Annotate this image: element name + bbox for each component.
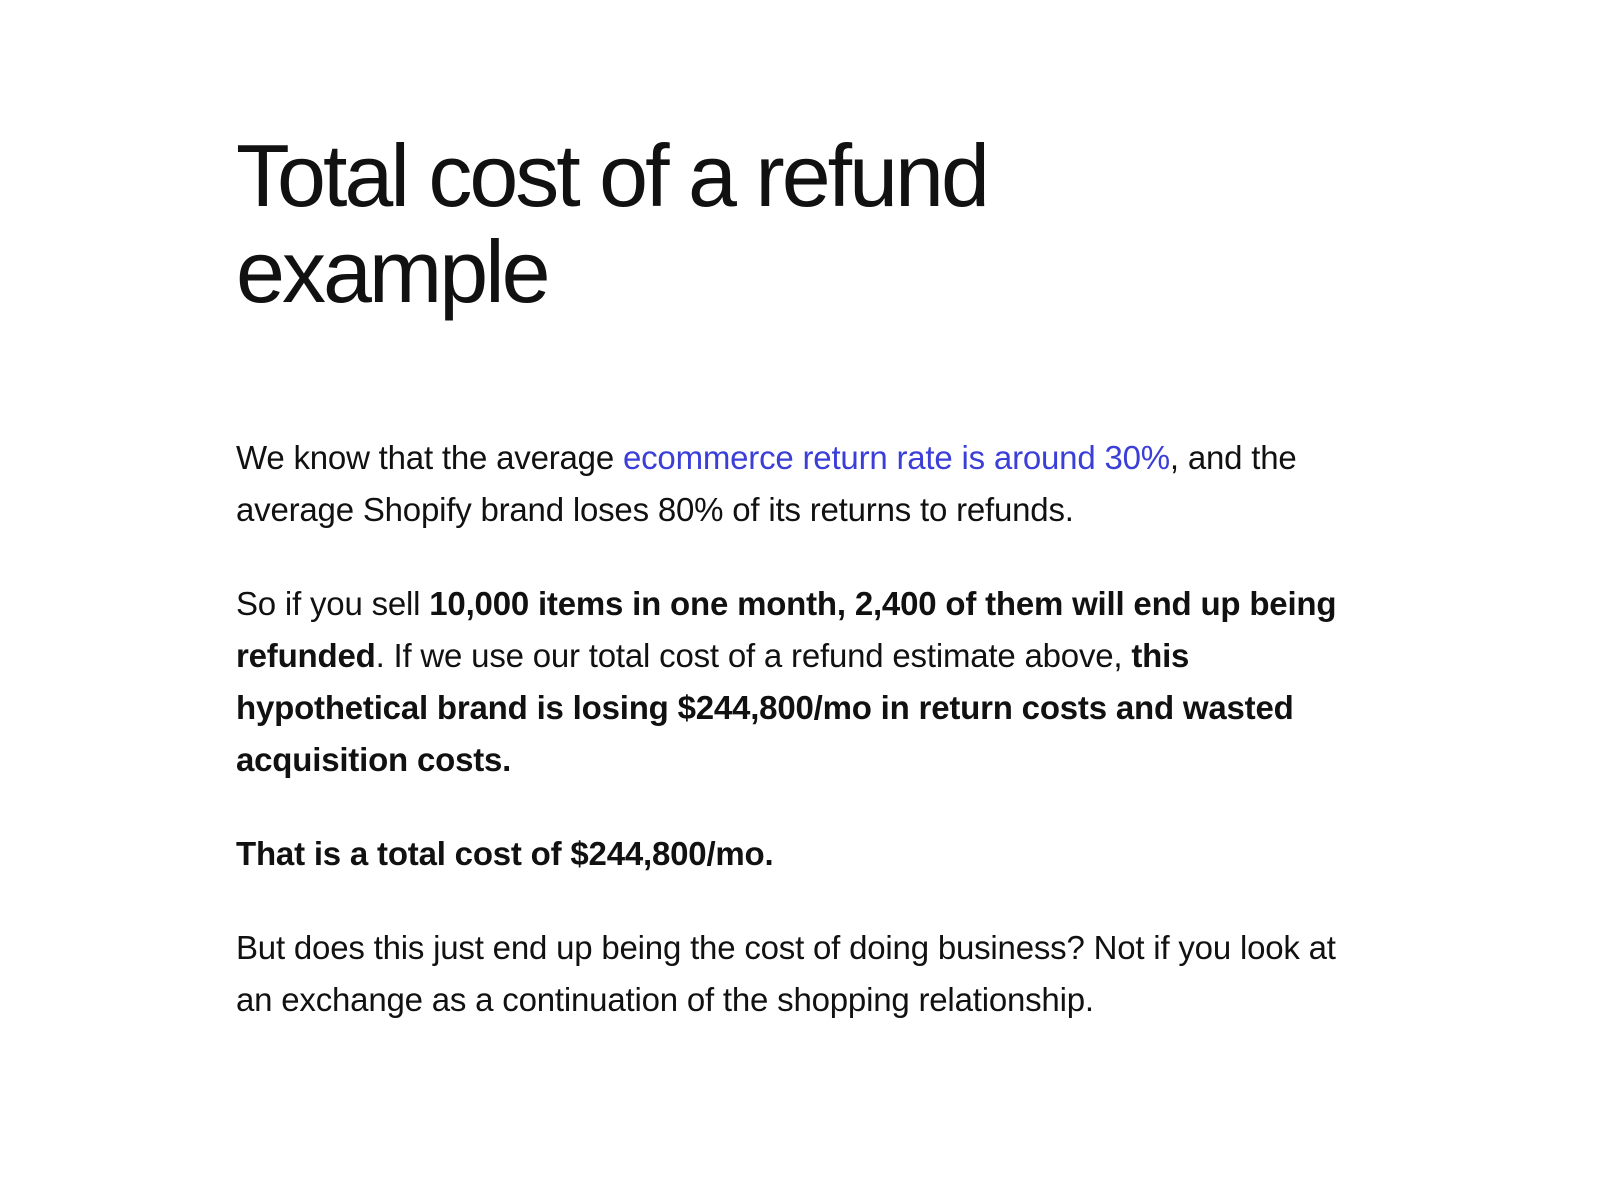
paragraph-cost-of-business: But does this just end up being the cost of doing business? Not if you look at an exchange as a continuation of the shopping relationship. xyxy=(236,929,1336,1018)
paragraph-text: So if you sell xyxy=(236,585,430,622)
page-title: Total cost of a refund example xyxy=(236,126,987,321)
bold-text-monthly-loss: this hypothetical brand is losing $244,800/mo in return costs and wasted acquisition costs. xyxy=(236,637,1294,778)
article-body xyxy=(236,432,1366,1026)
paragraph-text: We know that the average xyxy=(236,439,623,476)
bold-text-items-refunded: 10,000 items in one month, 2,400 of them will end up being refunded xyxy=(236,585,1337,674)
return-rate-link[interactable]: ecommerce return rate is around 30% xyxy=(622,439,1170,476)
paragraph-example-calculation xyxy=(236,578,1366,786)
article xyxy=(236,128,1366,1068)
paragraph-text: , and the average Shopify brand loses 80% of its returns to refunds. xyxy=(236,439,1297,528)
paragraph-text: . If we use our total cost of a refund estimate above, xyxy=(375,637,1132,674)
paragraph-total-cost: That is a total cost of $244,800/mo. xyxy=(236,835,774,872)
paragraph-return-rate xyxy=(236,432,1366,536)
